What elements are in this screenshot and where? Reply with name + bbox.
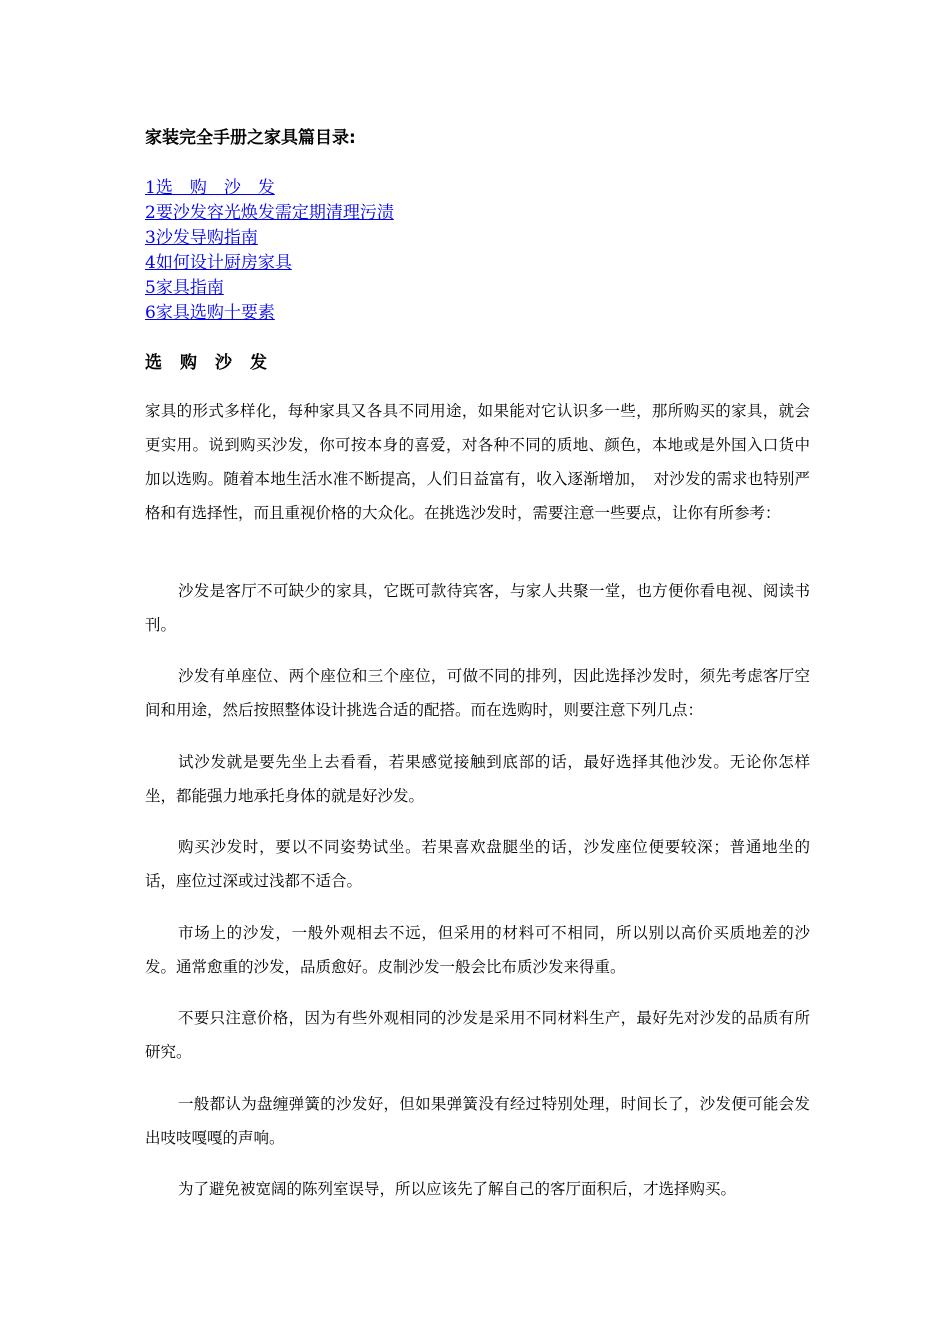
body-paragraph: 为了避免被宽阔的陈列室误导，所以应该先了解自己的客厅面积后，才选择购买。 — [178, 1180, 737, 1198]
toc-link-3[interactable]: 3沙发导购指南 — [145, 228, 258, 248]
body-paragraph: 试沙发就是要先坐上去看看，若果感觉接触到底部的话，最好选择其他沙发。无论你怎样坐，都能强力地承托身体的就是好沙发。 — [145, 753, 810, 805]
toc-link-5[interactable]: 5家具指南 — [145, 278, 224, 298]
toc-link-2[interactable]: 2要沙发容光焕发需定期清理污渍 — [145, 203, 394, 223]
toc-link-1[interactable]: 1选 购 沙 发 — [145, 178, 275, 198]
toc-item — [145, 301, 394, 326]
toc-link-6[interactable]: 6家具选购十要素 — [145, 303, 275, 323]
toc-title: 家装完全手册之家具篇目录: — [145, 128, 356, 148]
body-paragraph: 购买沙发时，要以不同姿势试坐。若果喜欢盘腿坐的话，沙发座位便要较深；普通地坐的话，座位过深或过浅都不适合。 — [145, 838, 810, 890]
toc-item — [145, 201, 394, 226]
body-paragraph: 一般都认为盘缠弹簧的沙发好，但如果弹簧没有经过特别处理，时间长了，沙发便可能会发出吱吱嘎嘎的声响。 — [145, 1095, 810, 1147]
section-heading: 选购沙发 — [145, 353, 285, 373]
toc-item — [145, 251, 394, 276]
body-paragraph: 沙发有单座位、两个座位和三个座位，可做不同的排列，因此选择沙发时，须先考虑客厅空间和用途，然后按照整体设计挑选合适的配搭。而在选购时，则要注意下列几点： — [145, 667, 810, 719]
toc-list — [145, 176, 394, 326]
body-paragraph: 不要只注意价格，因为有些外观相同的沙发是采用不同材料生产，最好先对沙发的品质有所研究。 — [145, 1009, 810, 1061]
toc-item — [145, 176, 394, 201]
body-paragraph: 沙发是客厅不可缺少的家具，它既可款待宾客，与家人共聚一堂，也方便你看电视、阅读书刊。 — [145, 582, 810, 634]
body-paragraph: 市场上的沙发，一般外观相去不远，但采用的材料可不相同，所以别以高价买质地差的沙发。通常愈重的沙发，品质愈好。皮制沙发一般会比布质沙发来得重。 — [145, 924, 810, 976]
toc-link-4[interactable]: 4如何设计厨房家具 — [145, 253, 292, 273]
intro-paragraph: 家具的形式多样化，每种家具又各具不同用途，如果能对它认识多一些，那所购买的家具，就会更实用。说到购买沙发，你可按本身的喜爱，对各种不同的质地、颜色，本地或是外国入口货中加以选购。随着本地生活水准不断提高，人们日益富有，收入逐渐增加， 对沙发的需求也特别严格和有选择性，而且重视价格的大众化。在挑选沙发时，需要注意一些要点，让你有所参考： — [145, 402, 810, 522]
toc-item — [145, 276, 394, 301]
toc-item — [145, 226, 394, 251]
